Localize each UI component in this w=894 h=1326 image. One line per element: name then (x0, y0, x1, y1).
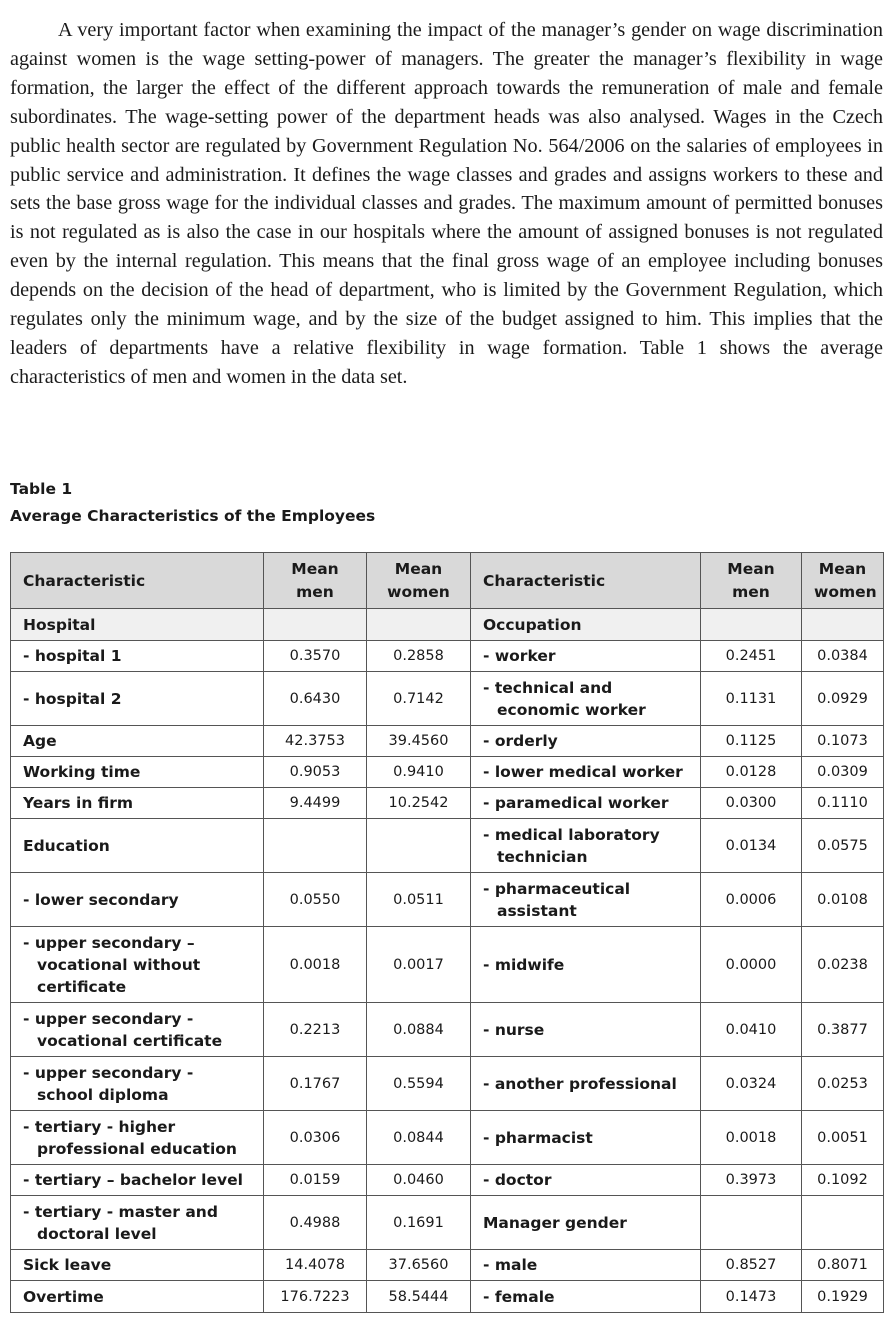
table-row (11, 641, 884, 672)
row-label-text: - hospital 2 (23, 689, 122, 708)
mean-men-value: 176.7223 (264, 1281, 367, 1313)
mean-women-value: 0.0108 (802, 873, 884, 927)
row-label-left (11, 1196, 264, 1250)
row-label-text: - lower medical worker (483, 763, 683, 781)
mean-women-value: 0.1929 (802, 1281, 884, 1313)
mean-women-value: 0.5594 (367, 1057, 471, 1111)
mean-women-value (367, 609, 471, 641)
mean-women-value (802, 609, 884, 641)
mean-men-value: 0.0550 (264, 873, 367, 927)
mean-men-value (264, 819, 367, 873)
mean-men-value: 0.2213 (264, 1003, 367, 1057)
row-label-left (11, 788, 264, 819)
table-row (11, 1196, 884, 1250)
row-label-text: - technical and economic worker (483, 678, 646, 719)
row-label-text: Sick leave (23, 1256, 112, 1274)
table-row (11, 1111, 884, 1165)
row-label-text: Years in firm (23, 794, 134, 812)
row-label-text: - worker (483, 647, 556, 665)
mean-men-value: 0.0134 (701, 819, 802, 873)
row-label-left (11, 1111, 264, 1165)
row-label-right (471, 609, 701, 641)
mean-women-value: 0.1092 (802, 1165, 884, 1196)
mean-men-value: 0.4988 (264, 1196, 367, 1250)
row-label-text: - midwife (483, 955, 565, 974)
mean-men-value: 0.0128 (701, 757, 802, 788)
table-header-row (11, 553, 884, 609)
row-label-text: Education (23, 836, 110, 855)
mean-women-value: 0.0884 (367, 1003, 471, 1057)
mean-women-value (367, 819, 471, 873)
table-row (11, 726, 884, 757)
row-label-left (11, 1003, 264, 1057)
row-label-text: Occupation (483, 615, 582, 634)
mean-men-value: 0.0018 (701, 1111, 802, 1165)
row-label-text: - pharmaceutical assistant (483, 879, 631, 920)
header-characteristic-left: Characteristic (11, 553, 264, 609)
mean-women-value: 0.3877 (802, 1003, 884, 1057)
mean-men-value: 0.0300 (701, 788, 802, 819)
mean-women-value: 0.2858 (367, 641, 471, 672)
mean-women-value: 37.6560 (367, 1250, 471, 1281)
row-label-text: Working time (23, 763, 141, 781)
row-label-left (11, 819, 264, 873)
mean-women-value: 0.7142 (367, 672, 471, 726)
mean-women-value: 0.0844 (367, 1111, 471, 1165)
header-characteristic-right: Characteristic (471, 553, 701, 609)
mean-women-value: 39.4560 (367, 726, 471, 757)
row-label-right (471, 757, 701, 788)
mean-women-value: 0.0017 (367, 927, 471, 1003)
mean-women-value: 0.0309 (802, 757, 884, 788)
table-row (11, 1281, 884, 1313)
mean-men-value: 14.4078 (264, 1250, 367, 1281)
mean-women-value (802, 1196, 884, 1250)
mean-men-value: 0.6430 (264, 672, 367, 726)
row-label-text: Hospital (23, 615, 96, 634)
header-mean-men-left: Mean men (264, 553, 367, 609)
row-label-text: - hospital 1 (23, 647, 122, 665)
mean-women-value: 0.1110 (802, 788, 884, 819)
table-row (11, 1003, 884, 1057)
mean-men-value: 0.3973 (701, 1165, 802, 1196)
row-label-right (471, 1111, 701, 1165)
row-label-text: - another professional (483, 1074, 677, 1093)
mean-men-value: 0.0324 (701, 1057, 802, 1111)
row-label-left (11, 1281, 264, 1313)
mean-men-value: 0.9053 (264, 757, 367, 788)
mean-men-value: 0.0018 (264, 927, 367, 1003)
row-label-right (471, 1250, 701, 1281)
header-mean-men-right: Mean men (701, 553, 802, 609)
mean-men-value (701, 1196, 802, 1250)
row-label-right (471, 788, 701, 819)
table-label: Table 1 (10, 480, 73, 498)
row-label-right (471, 1196, 701, 1250)
mean-women-value: 10.2542 (367, 788, 471, 819)
mean-men-value: 0.8527 (701, 1250, 802, 1281)
mean-women-value: 0.1691 (367, 1196, 471, 1250)
row-label-text: - upper secondary - school diploma (23, 1063, 194, 1104)
mean-women-value: 0.0253 (802, 1057, 884, 1111)
row-label-left (11, 1165, 264, 1196)
row-label-left (11, 1057, 264, 1111)
row-label-left (11, 641, 264, 672)
row-label-left (11, 672, 264, 726)
mean-women-value: 0.9410 (367, 757, 471, 788)
table-row (11, 1250, 884, 1281)
table-row (11, 873, 884, 927)
mean-women-value: 58.5444 (367, 1281, 471, 1313)
row-label-right (471, 1165, 701, 1196)
row-label-text: - medical laboratory technician (483, 825, 660, 866)
table-row (11, 672, 884, 726)
mean-men-value: 0.0159 (264, 1165, 367, 1196)
row-label-right (471, 873, 701, 927)
table-row (11, 819, 884, 873)
row-label-right (471, 726, 701, 757)
row-label-right (471, 641, 701, 672)
mean-women-value: 0.0384 (802, 641, 884, 672)
table-row (11, 788, 884, 819)
row-label-left (11, 726, 264, 757)
mean-men-value: 0.2451 (701, 641, 802, 672)
mean-women-value: 0.0460 (367, 1165, 471, 1196)
mean-women-value: 0.0929 (802, 672, 884, 726)
table-row (11, 757, 884, 788)
table-title: Average Characteristics of the Employees (10, 507, 376, 525)
mean-women-value: 0.8071 (802, 1250, 884, 1281)
mean-men-value: 0.0410 (701, 1003, 802, 1057)
row-label-text: - tertiary – bachelor level (23, 1171, 243, 1189)
table-row (11, 927, 884, 1003)
mean-men-value: 0.1473 (701, 1281, 802, 1313)
row-label-right (471, 1281, 701, 1313)
body-paragraph: A very important factor when examining the impact of the manager’s gender on wage discrimination against women is the wage setting-power of managers. The greater the manager’s flexibility in wage formation, the larger the effect of the different approach towards the remuneration of male and female subordinates. The wage-setting power of the department heads was also analysed. Wages in the Czech public health sector are regulated by Government Regulation No. 564/2006 on the salaries of employees in public service and administration. It defines the wage classes and grades and assigns workers to these and sets the base gross wage for the individual classes and grades. The maximum amount of permitted bonuses is not regulated as is also the case in our hospitals where the amount of assigned bonuses is not regulated even by the internal regulation. This means that the final gross wage of an employee including bonuses depends on the decision of the head of department, who is limited by the Government Regulation, which regulates only the minimum wage, and by the size of the budget assigned to him. This implies that the leaders of departments have a relative flexibility in wage formation. Table 1 shows the average characteristics of men and women in the data set. (10, 19, 883, 388)
row-label-text: - nurse (483, 1020, 545, 1039)
row-label-text: - pharmacist (483, 1128, 593, 1147)
mean-men-value: 0.0306 (264, 1111, 367, 1165)
row-label-right (471, 819, 701, 873)
mean-women-value: 0.1073 (802, 726, 884, 757)
row-label-text: - upper secondary - vocational certificate (23, 1009, 223, 1050)
row-label-text: - tertiary - master and doctoral level (23, 1202, 218, 1243)
row-label-text: - doctor (483, 1171, 552, 1189)
mean-men-value: 0.0000 (701, 927, 802, 1003)
row-label-right (471, 1057, 701, 1111)
header-mean-women-left: Mean women (367, 553, 471, 609)
row-label-right (471, 672, 701, 726)
row-label-text: - upper secondary – vocational without certificate (23, 933, 201, 996)
row-label-right (471, 927, 701, 1003)
row-label-text: Overtime (23, 1287, 104, 1306)
mean-men-value (701, 609, 802, 641)
table-row (11, 1165, 884, 1196)
mean-men-value: 0.1125 (701, 726, 802, 757)
row-label-left (11, 609, 264, 641)
mean-men-value: 42.3753 (264, 726, 367, 757)
row-label-left (11, 873, 264, 927)
row-label-right (471, 1003, 701, 1057)
row-label-text: - male (483, 1256, 538, 1274)
mean-women-value: 0.0051 (802, 1111, 884, 1165)
row-label-text: - lower secondary (23, 890, 179, 909)
row-label-text: - female (483, 1287, 555, 1306)
row-label-text: - tertiary - higher professional education (23, 1117, 237, 1158)
mean-men-value: 0.0006 (701, 873, 802, 927)
row-label-left (11, 927, 264, 1003)
mean-women-value: 0.0511 (367, 873, 471, 927)
characteristics-table (10, 552, 884, 1313)
mean-men-value: 0.3570 (264, 641, 367, 672)
mean-women-value: 0.0575 (802, 819, 884, 873)
table-row (11, 609, 884, 641)
mean-women-value: 0.0238 (802, 927, 884, 1003)
table-row (11, 1057, 884, 1111)
header-mean-women-right: Mean women (802, 553, 884, 609)
row-label-text: Age (23, 732, 57, 750)
row-label-left (11, 1250, 264, 1281)
mean-men-value: 0.1131 (701, 672, 802, 726)
mean-men-value (264, 609, 367, 641)
mean-men-value: 9.4499 (264, 788, 367, 819)
row-label-text: Manager gender (483, 1213, 627, 1232)
mean-men-value: 0.1767 (264, 1057, 367, 1111)
row-label-left (11, 757, 264, 788)
row-label-text: - orderly (483, 732, 558, 750)
row-label-text: - paramedical worker (483, 794, 669, 812)
